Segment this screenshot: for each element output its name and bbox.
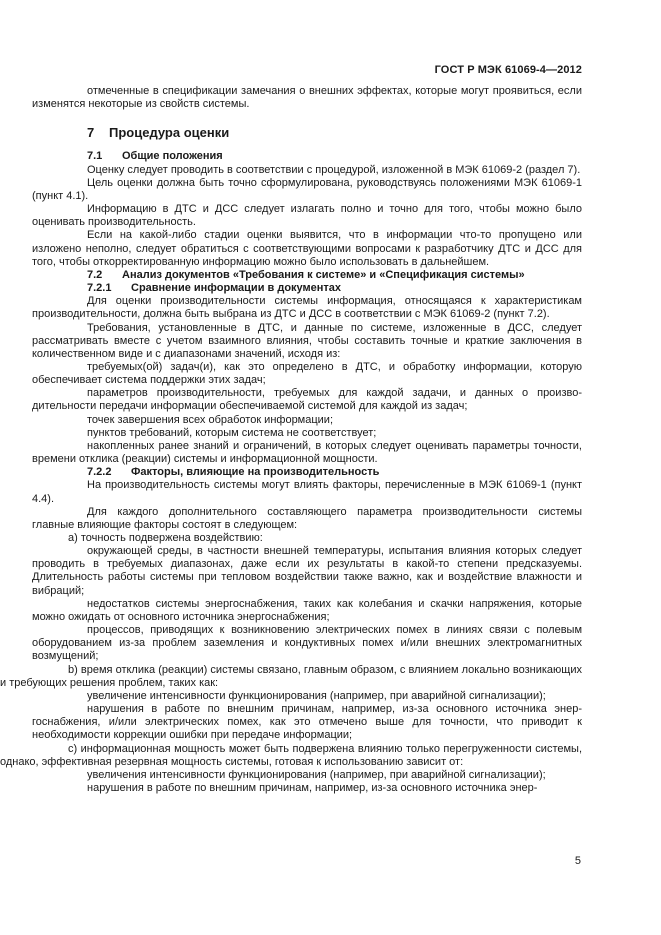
list-item: точек завершения всех обработок информации; (87, 413, 334, 426)
list-item: процессов, приводящих к возникновению электрических помех в линиях связи с полевым оборудованием из-за проблем заземления и кондуктивных помех и/или внешних электромагнитных возмущений; (32, 624, 582, 663)
page-number: 5 (574, 855, 581, 867)
section-title: Сравнение информации в документах (131, 282, 342, 295)
list-item-a: a) точность подвержена воздействию: (68, 532, 263, 544)
section-number: 7.2.1 (87, 282, 112, 295)
list-item: параметров производительности, требуемых для каждой задачи, и данных о производительности передачи информации обеспечиваемой системой для каждой из задач; (32, 387, 582, 413)
paragraph: На производительность системы могут влиять факторы, перечисленные в МЭК 61069-1 (пункт 4.4). (32, 479, 582, 505)
section-title: Общие положения (122, 150, 223, 163)
list-item: нарушения в работе по внешним причинам, например, из-за основного источника энергоснабжения, и/или электрических помех, как это отмечено выше для точности, что приводит к необходимости коррекции ошибки при передаче информации; (32, 703, 582, 742)
section-title: Процедура оценки (109, 125, 230, 141)
list-item: недостатков системы энергоснабжения, таких как колебания и скачки напряжения, которые можно ожидать от основного источника энергоснабжения; (32, 597, 582, 623)
section-number: 7.2.2 (87, 466, 112, 479)
paragraph: Оценку следует проводить в соответствии с процедурой, изложенной в МЭК 61069-2 (раздел 7). (87, 163, 581, 176)
paragraph: отмеченные в спецификации замечания о внешних эффектах, которые могут проявиться, если изменятся некоторые из свойств системы. (32, 85, 582, 111)
list-item: накопленных ранее знаний и ограничений, в которых следует оценивать параметры точности, времени отклика (реакции) системы и информационной мощности. (32, 439, 582, 466)
section-7-2-2-heading (32, 466, 582, 479)
paragraph: Требования, установленные в ДТС, и данные по системе, изложенные в ДСС, следует рассматривать вместе с учетом взаимного влияния, чтобы составить точные и краткие заключения в количественном виде и с диапазонами значений, исходя из: (32, 321, 582, 360)
section-7-2-1-heading (32, 282, 582, 295)
paragraph: Для каждого дополнительного составляющего параметра производительности системы главные влияющие факторы состоят в следующем: (32, 505, 582, 531)
section-number: 7.1 (87, 150, 103, 163)
list-item: нарушения в работе по внешним причинам, например, из-за основного источника энер- (87, 781, 538, 794)
document-body (0, 85, 582, 795)
paragraph: Информацию в ДТС и ДСС следует излагать полно и точно для того, чтобы можно было оценивать производительность. (32, 203, 582, 229)
list-item: окружающей среды, в частности внешней температуры, испытания влияния которых следует проводить в требуемых диапазонах, даже если их результаты в какой-то степени предсказуемы. Длительность работы системы при тепловом воздействии также важно, как и воздействие влажности и вибраций; (32, 545, 582, 597)
section-number: 7 (87, 125, 95, 141)
paragraph: Цель оценки должна быть точно сформулирована, руководствуясь положениями МЭК 61069-1 (пункт 4.1). (32, 176, 582, 202)
list-item: увеличение интенсивности функционирования (например, при аварийной сигнализации); (87, 689, 546, 702)
section-7-2-heading (32, 269, 582, 282)
standard-header: ГОСТ Р МЭК 61069-4—2012 (434, 64, 582, 76)
section-title: Факторы, влияющие на производительность (131, 466, 380, 479)
paragraph: Если на какой-либо стадии оценки выявится, что в информации что-то пропущено или изложено неполно, следует обратиться с соответствующими вопросами к разработчику ДТС и ДСС для того, чтобы откорректированную информацию можно было использовать в дальнейшем. (32, 229, 582, 268)
list-item: пунктов требований, которым система не соответствует; (87, 426, 377, 439)
section-7-heading (32, 126, 582, 139)
paragraph: Для оценки производительности системы информация, относящаяся к характеристикам производительности, должна быть выбрана из ДТС и ДСС в соответствии с МЭК 61069-2 (пункт 7.2). (32, 295, 582, 321)
section-number: 7.2 (87, 268, 103, 281)
section-7-1-heading (32, 150, 582, 163)
list-item-c: c) информационная мощность может быть подвержена влиянию только перегруженности системы, однако, эффективная резервная мощность системы, готовая к использованию зависит от: (0, 742, 582, 768)
list-item: требуемых(ой) задач(и), как это определено в ДТС, и обработку информации, которую обеспечивает система поддержки этих задач; (32, 360, 582, 387)
list-item-b: b) время отклика (реакции) системы связано, главным образом, с влиянием локально возникающих и требующих решения проблем, таких как: (0, 663, 582, 689)
list-item: увеличения интенсивности функционирования (например, при аварийной сигнализации); (87, 768, 546, 781)
section-title: Анализ документов «Требования к системе» и «Спецификация системы» (122, 268, 525, 281)
